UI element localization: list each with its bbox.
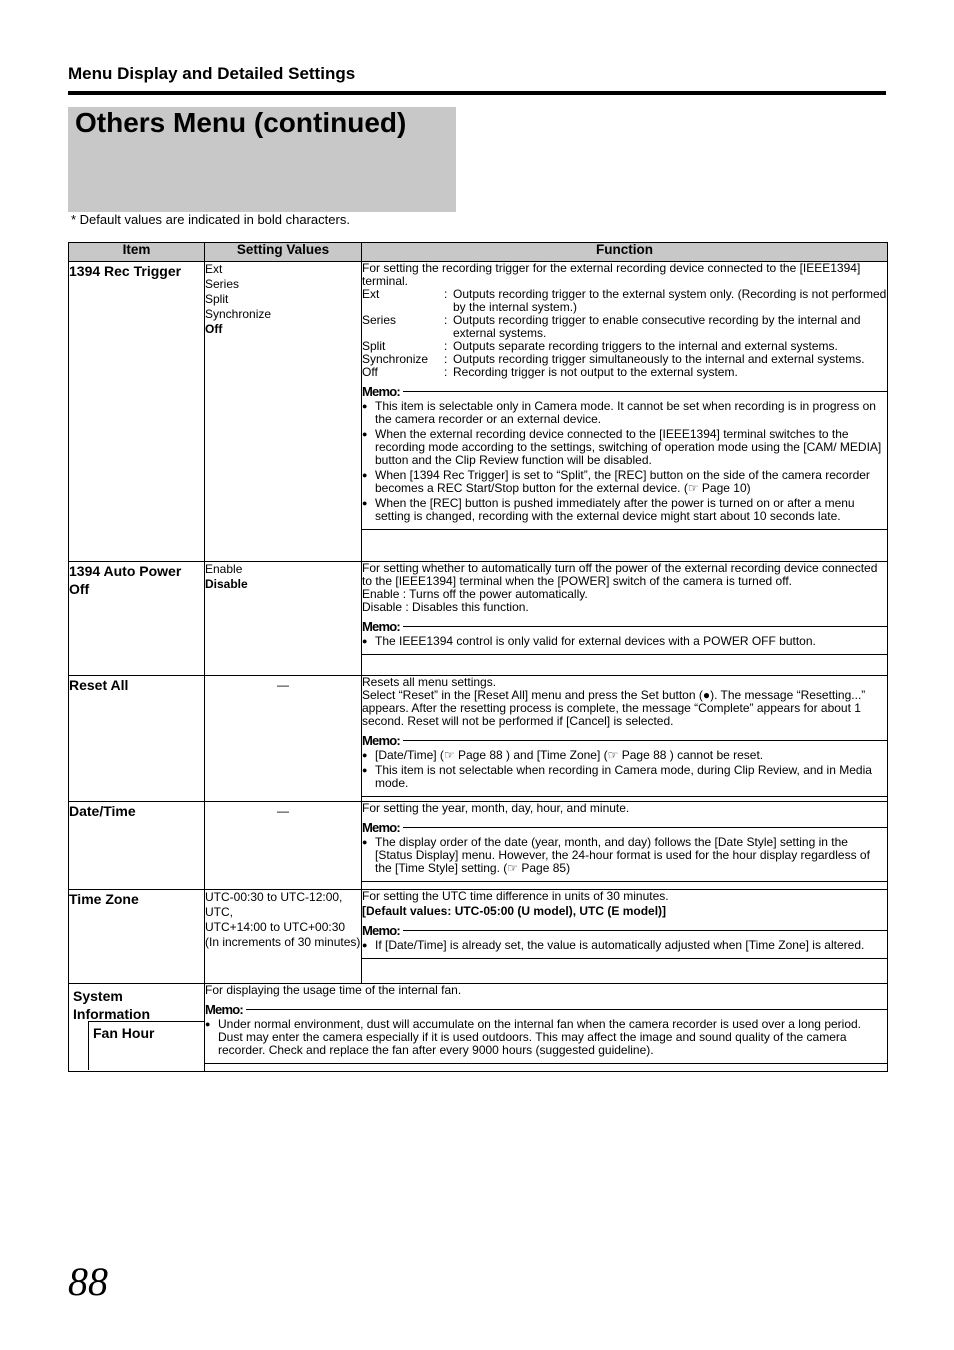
- item-name: 1394 Rec Trigger: [69, 262, 205, 562]
- bullet-icon: ●: [362, 837, 368, 847]
- option-line: Enable : Turns off the power automatically.: [362, 587, 588, 601]
- option-desc: Outputs recording trigger simultaneously to the internal and external systems.: [453, 352, 865, 366]
- bullet-icon: ●: [362, 429, 368, 439]
- settings-table: [68, 242, 888, 1072]
- default-values-line: [Default values: UTC-05:00 (U model), UTC (E model)]: [362, 904, 667, 918]
- value: Ext: [205, 262, 223, 276]
- memo-heading: [362, 385, 887, 398]
- memo-end-rule: [362, 796, 887, 797]
- sub-item-name: Fan Hour: [93, 1025, 155, 1041]
- title-box: [68, 107, 456, 212]
- setting-values: [205, 562, 362, 676]
- no-value-dash: —: [277, 678, 289, 692]
- top-rule: [68, 91, 886, 95]
- function-cell: [362, 890, 888, 984]
- memo-label: Memo:: [362, 820, 400, 835]
- memo-label: Memo:: [362, 733, 400, 748]
- memo-end-rule: [362, 958, 887, 959]
- bullet-icon: ●: [362, 765, 368, 775]
- memo-heading: [205, 1003, 887, 1016]
- function-cell: [362, 262, 888, 562]
- option-row: Off : Recording trigger is not output to the external system.: [362, 366, 887, 379]
- memo-item: ● The IEEE1394 control is only valid for external devices with a POWER OFF button.: [362, 634, 816, 648]
- bullet-icon: ●: [362, 750, 368, 760]
- option-key: Series: [362, 313, 397, 327]
- memo-item: ● This item is selectable only in Camera mode. It cannot be set when recording is in progress on the camera recorder or an external device.: [362, 399, 876, 426]
- header-function: Function: [362, 243, 888, 262]
- header-setting-values: Setting Values: [205, 243, 362, 262]
- item-name: Date/Time: [69, 802, 205, 890]
- function-intro: For setting the year, month, day, hour, and minute.: [362, 801, 630, 815]
- table-row: [69, 262, 888, 562]
- table-row: [69, 984, 888, 1072]
- memo-item: ● When the external recording device connected to the [IEEE1394] terminal switches to the recording mode according to the settings, switching of operation mode using the [CAM/ MEDIA] button and the Clip Review function will be disabled.: [362, 427, 882, 467]
- item-name: Time Zone: [69, 890, 205, 984]
- option-row: Series : Outputs recording trigger to enable consecutive recording by the internal and external systems.: [362, 314, 887, 340]
- bullet-icon: ●: [362, 940, 368, 950]
- header-item: Item: [69, 243, 205, 262]
- bullet-icon: ●: [205, 1019, 211, 1029]
- memo-end-rule: [205, 1063, 887, 1064]
- memo-item: ● If [Date/Time] is already set, the value is automatically adjusted when [Time Zone] is altered.: [362, 938, 865, 952]
- option-row: Split : Outputs separate recording triggers to the internal and external systems.: [362, 340, 887, 353]
- item-cell: [69, 984, 205, 1072]
- memo-end-rule: [362, 654, 887, 655]
- memo-heading: [362, 821, 887, 834]
- default-value: Off: [205, 322, 223, 336]
- option-key: Split: [362, 339, 386, 353]
- memo-heading: [362, 924, 887, 937]
- sub-item-box: [88, 1021, 204, 1070]
- memo-item: ● When the [REC] button is pushed immediately after the power is turned on or after a menu setting is changed, recording with the external device might start about 10 seconds late.: [362, 496, 855, 523]
- bullet-icon: ●: [362, 636, 368, 646]
- memo-label: Memo:: [362, 384, 400, 399]
- table-row: [69, 562, 888, 676]
- table-row: [69, 676, 888, 802]
- section-title: Menu Display and Detailed Settings: [68, 64, 356, 83]
- memo-item: ● The display order of the date (year, month, and day) follows the [Date Style] setting in the [Status Display] menu. However, the 24-hour format is used for the hour display regardless of the [Time Style] setting. (☞ Page 85): [362, 835, 870, 875]
- option-desc: Outputs recording trigger to enable consecutive recording by the internal and external systems.: [453, 313, 861, 340]
- function-cell: [205, 984, 888, 1072]
- memo-heading: [362, 620, 887, 633]
- function-intro: For setting the recording trigger for the external recording device connected to the [IEEE1394] terminal.: [362, 261, 861, 288]
- option-key: Synchronize: [362, 352, 429, 366]
- memo-label: Memo:: [362, 619, 400, 634]
- option-row: Synchronize : Outputs recording trigger simultaneously to the internal and external systems.: [362, 353, 887, 366]
- no-value-dash: —: [277, 804, 289, 818]
- item-name: System Information: [73, 988, 150, 1022]
- table-row: [69, 802, 888, 890]
- memo-heading: [362, 734, 887, 747]
- option-line: Disable : Disables this function.: [362, 600, 529, 614]
- setting-values: [205, 802, 362, 890]
- value: Enable: [205, 562, 243, 576]
- memo-label: Memo:: [205, 1002, 243, 1017]
- setting-values: [205, 262, 362, 562]
- bullet-icon: ●: [362, 470, 368, 480]
- page-title: Others Menu (continued): [75, 107, 407, 138]
- memo-item: ● This item is not selectable when recording in Camera mode, during Clip Review, and in Media mode.: [362, 763, 872, 790]
- default-note: * Default values are indicated in bold characters.: [71, 212, 350, 227]
- value: UTC+14:00 to UTC+00:30: [205, 920, 346, 934]
- value: Synchronize: [205, 307, 272, 321]
- function-cell: [362, 562, 888, 676]
- option-desc: Outputs recording trigger to the external system only. (Recording is not performed by the internal system.): [453, 287, 887, 314]
- function-intro: For setting the UTC time difference in units of 30 minutes.: [362, 889, 669, 903]
- value: Split: [205, 292, 229, 306]
- page-number: 88: [68, 1259, 108, 1304]
- value: UTC-00:30 to UTC-12:00, UTC,: [205, 890, 343, 919]
- item-name: Reset All: [69, 676, 205, 802]
- item-name: 1394 Auto Power Off: [69, 562, 205, 676]
- function-intro: Resets all menu settings.: [362, 675, 497, 689]
- option-row: Ext : Outputs recording trigger to the external system only. (Recording is not performed by the internal system.): [362, 287, 887, 314]
- function-cell: [362, 676, 888, 802]
- bullet-icon: ●: [362, 401, 368, 411]
- function-text: Select “Reset” in the [Reset All] menu and press the Set button (●). The message “Resetting...” appears. After the resetting process is complete, the message “Complete” appears for about 1 second. Reset will not be performed if [Cancel] is selected.: [362, 688, 866, 728]
- setting-values: [205, 890, 362, 984]
- table-header-row: [69, 243, 888, 262]
- setting-values: [205, 676, 362, 802]
- option-key: Off: [362, 365, 378, 379]
- value: Series: [205, 277, 240, 291]
- memo-end-rule: [362, 881, 887, 882]
- function-intro: For displaying the usage time of the internal fan.: [205, 983, 462, 997]
- table-row: [69, 890, 888, 984]
- bullet-icon: ●: [362, 498, 368, 508]
- value: (In increments of 30 minutes): [205, 935, 361, 949]
- option-desc: Outputs separate recording triggers to the internal and external systems.: [453, 339, 838, 353]
- function-intro: For setting whether to automatically turn off the power of the external recording device connected to the [IEEE1394] terminal when the [POWER] switch of the camera is turned off.: [362, 561, 878, 588]
- function-cell: [362, 802, 888, 890]
- memo-item: ● Under normal environment, dust will accumulate on the internal fan when the camera recorder is used over a long period. Dust may enter the camera especially if it is used outdoors. This may affect the image and sound quality of the camera recorder. Check and replace the fan after every 9000 hours (suggested guideline).: [205, 1017, 862, 1057]
- memo-end-rule: [362, 529, 887, 530]
- memo-label: Memo:: [362, 923, 400, 938]
- option-key: Ext: [362, 287, 380, 301]
- default-value: Disable: [205, 577, 248, 591]
- option-desc: Recording trigger is not output to the external system.: [453, 365, 738, 379]
- memo-item: ● [Date/Time] (☞ Page 88 ) and [Time Zone] (☞ Page 88 ) cannot be reset.: [362, 748, 764, 762]
- memo-item: ● When [1394 Rec Trigger] is set to “Split”, the [REC] button on the side of the camera recorder becomes a REC Start/Stop button for the external device. (☞ Page 10): [362, 468, 870, 495]
